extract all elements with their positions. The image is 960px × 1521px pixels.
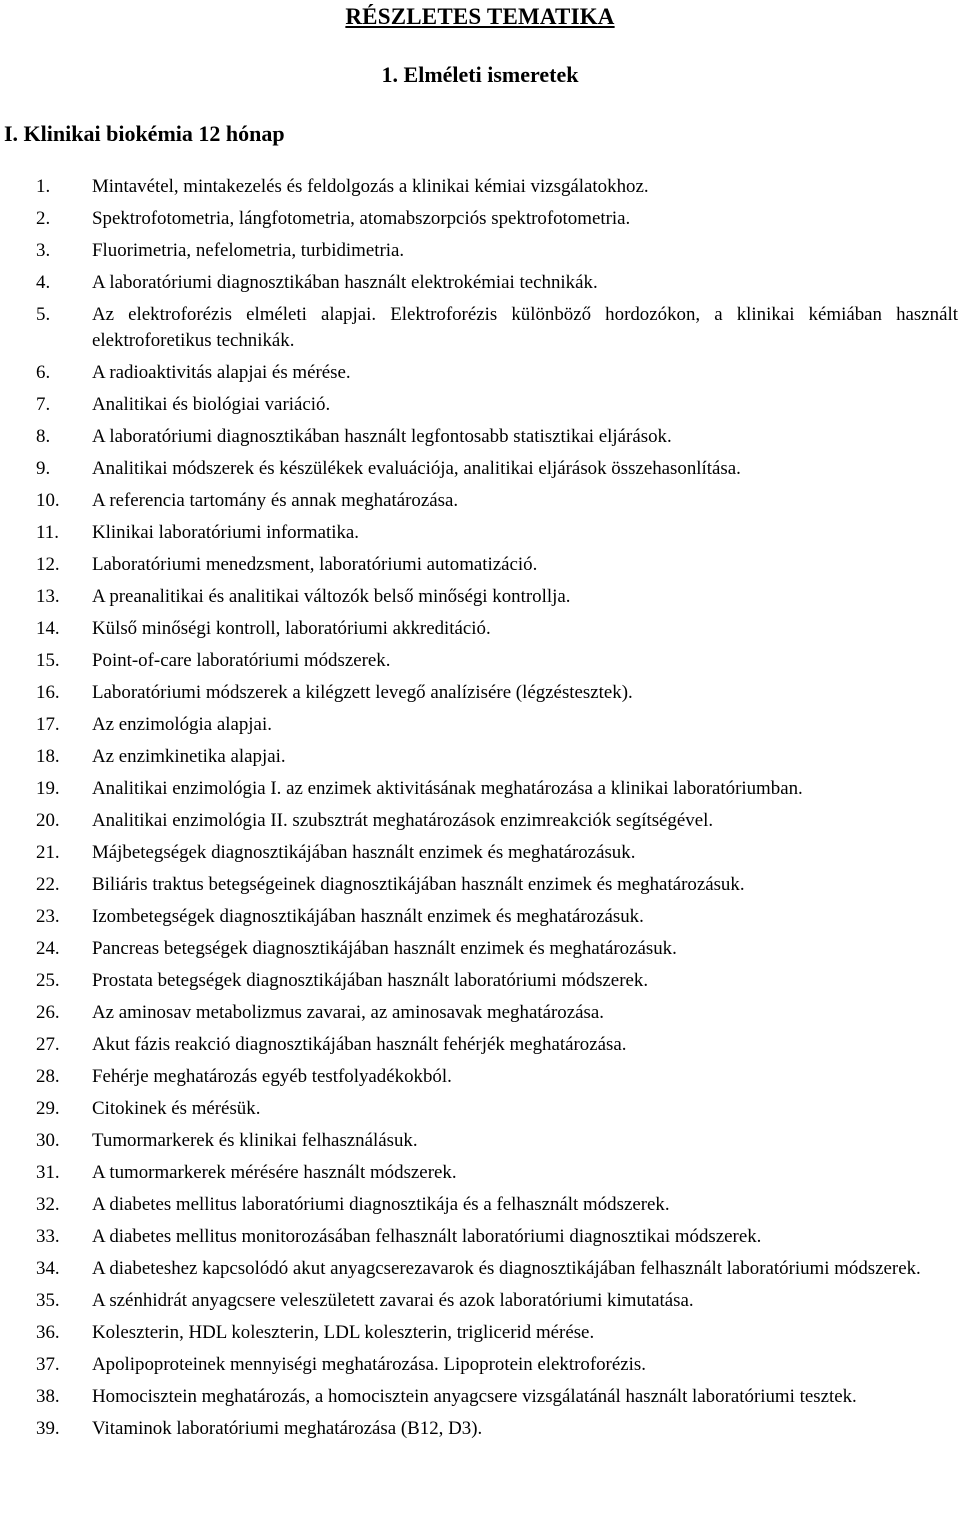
list-item: [0, 552, 960, 578]
list-item: [0, 520, 960, 546]
topic-list: [0, 174, 960, 1442]
list-item: [0, 712, 960, 738]
list-item: [0, 206, 960, 232]
list-item-text: Analitikai és biológiai variáció.: [92, 394, 331, 415]
list-item-text: Fehérje meghatározás egyéb testfolyadékokból.: [92, 1066, 452, 1087]
list-item-number: 18.: [36, 746, 60, 767]
page-subtitle: 1. Elméleti ismeretek: [381, 62, 579, 87]
list-item-text: Laboratóriumi módszerek a kilégzett levegő analízisére (légzéstesztek).: [92, 682, 633, 703]
list-item-number: 30.: [36, 1130, 60, 1151]
list-item-number: 38.: [36, 1386, 60, 1407]
page-title: [0, 4, 960, 30]
list-item-text: A szénhidrát anyagcsere veleszületett zavarai és azok laboratóriumi kimutatása.: [92, 1290, 694, 1311]
list-item-number: 20.: [36, 810, 60, 831]
list-item-text: Apolipoproteinek mennyiségi meghatározása. Lipoprotein elektroforézis.: [92, 1354, 646, 1375]
list-item-number: 1.: [36, 176, 51, 197]
list-item: [0, 392, 960, 418]
list-item-text: Point-of-care laboratóriumi módszerek.: [92, 650, 391, 671]
list-item: [0, 1384, 960, 1410]
list-item-number: 3.: [36, 240, 51, 261]
list-item-text: Májbetegségek diagnosztikájában használt enzimek és meghatározásuk.: [92, 842, 636, 863]
list-item: [0, 1320, 960, 1346]
list-item-text: Fluorimetria, nefelometria, turbidimetria.: [92, 240, 405, 261]
list-item-text: Az enzimológia alapjai.: [92, 714, 272, 735]
list-item-number: 35.: [36, 1290, 60, 1311]
list-item-number: 2.: [36, 208, 51, 229]
list-item: [0, 238, 960, 264]
list-item-number: 15.: [36, 650, 60, 671]
list-item-text: Biliáris traktus betegségeinek diagnosztikájában használt enzimek és meghatározásuk.: [92, 874, 745, 895]
list-item: [0, 1000, 960, 1026]
list-item-number: 23.: [36, 906, 60, 927]
list-item: [0, 1128, 960, 1154]
list-item-text: A laboratóriumi diagnosztikában használt legfontosabb statisztikai eljárások.: [92, 426, 672, 447]
list-item: [0, 680, 960, 706]
list-item: [0, 360, 960, 386]
list-item: [0, 968, 960, 994]
list-item-text: A diabeteshez kapcsolódó akut anyagcserezavarok és diagnosztikájában felhasznált laboratóriumi módszerek.: [92, 1258, 921, 1279]
list-item-number: 13.: [36, 586, 60, 607]
list-item-text: Az enzimkinetika alapjai.: [92, 746, 286, 767]
list-item: [0, 776, 960, 802]
list-item: [0, 1192, 960, 1218]
list-item-text: Pancreas betegségek diagnosztikájában használt enzimek és meghatározásuk.: [92, 938, 677, 959]
list-item-text: Analitikai enzimológia II. szubsztrát meghatározások enzimreakciók segítségével.: [92, 810, 714, 831]
list-item-text: A tumormarkerek mérésére használt módszerek.: [92, 1162, 457, 1183]
list-item-number: 11.: [36, 522, 59, 543]
list-item-number: 17.: [36, 714, 60, 735]
list-item-text: Koleszterin, HDL koleszterin, LDL koleszterin, triglicerid mérése.: [92, 1322, 595, 1343]
list-item-number: 6.: [36, 362, 51, 383]
list-item-text: Prostata betegségek diagnosztikájában használt laboratóriumi módszerek.: [92, 970, 649, 991]
list-item-text: Akut fázis reakció diagnosztikájában használt fehérjék meghatározása.: [92, 1034, 627, 1055]
list-item-number: 32.: [36, 1194, 60, 1215]
list-item: [0, 1064, 960, 1090]
list-item-text: Analitikai enzimológia I. az enzimek aktivitásának meghatározása a klinikai laboratóriumban.: [92, 778, 803, 799]
list-item: [0, 584, 960, 610]
list-item: [0, 456, 960, 482]
list-item-number: 27.: [36, 1034, 60, 1055]
list-item-number: 37.: [36, 1354, 60, 1375]
list-item: [0, 1352, 960, 1378]
list-item: [0, 488, 960, 514]
list-item-text: A preanalitikai és analitikai változók belső minőségi kontrollja.: [92, 586, 571, 607]
page-title-text: RÉSZLETES TEMATIKA: [345, 4, 615, 29]
list-item-text: Vitaminok laboratóriumi meghatározása (B12, D3).: [92, 1418, 483, 1439]
list-item: [0, 808, 960, 834]
list-item: [0, 1160, 960, 1186]
list-item: [0, 616, 960, 642]
list-item-text: Izombetegségek diagnosztikájában használt enzimek és meghatározásuk.: [92, 906, 644, 927]
list-item-text: A referencia tartomány és annak meghatározása.: [92, 490, 459, 511]
section-heading: I. Klinikai biokémia 12 hónap: [4, 121, 285, 146]
list-item: [0, 744, 960, 770]
list-item: [0, 840, 960, 866]
list-item: [0, 270, 960, 296]
list-item-number: 36.: [36, 1322, 60, 1343]
list-item-number: 22.: [36, 874, 60, 895]
list-item: [0, 1032, 960, 1058]
list-item-text: A laboratóriumi diagnosztikában használt elektrokémiai technikák.: [92, 272, 598, 293]
list-item-text: Analitikai módszerek és készülékek evaluációja, analitikai eljárások összehasonlítása.: [92, 458, 741, 479]
list-item-text: Mintavétel, mintakezelés és feldolgozás a klinikai kémiai vizsgálatokhoz.: [92, 176, 649, 197]
list-item-number: 8.: [36, 426, 51, 447]
list-item-number: 7.: [36, 394, 51, 415]
list-item-text: Spektrofotometria, lángfotometria, atomabszorpciós spektrofotometria.: [92, 208, 631, 229]
list-item-number: 31.: [36, 1162, 60, 1183]
list-item-number: 29.: [36, 1098, 60, 1119]
list-item: [0, 936, 960, 962]
list-item: [0, 1416, 960, 1442]
list-item-number: 34.: [36, 1258, 60, 1279]
list-item: [0, 648, 960, 674]
list-item-number: 25.: [36, 970, 60, 991]
list-item-number: 4.: [36, 272, 51, 293]
list-item-number: 28.: [36, 1066, 60, 1087]
list-item-number: 26.: [36, 1002, 60, 1023]
list-item-number: 10.: [36, 490, 60, 511]
list-item-number: 21.: [36, 842, 60, 863]
list-item-text: Tumormarkerek és klinikai felhasználásuk.: [92, 1130, 418, 1151]
list-item: [0, 1096, 960, 1122]
list-item-number: 5.: [36, 304, 51, 325]
list-item-text: Klinikai laboratóriumi informatika.: [92, 522, 360, 543]
list-item: [0, 302, 960, 354]
list-item-text: A diabetes mellitus laboratóriumi diagnosztikája és a felhasznált módszerek.: [92, 1194, 670, 1215]
list-item-text: Az elektroforézis elméleti alapjai. Elektroforézis különböző hordozókon, a klinikai kémiában használt elektroforetikus technikák.: [92, 304, 958, 351]
list-item-text: Az aminosav metabolizmus zavarai, az aminosavak meghatározása.: [92, 1002, 604, 1023]
list-item-number: 24.: [36, 938, 60, 959]
list-item: [0, 1224, 960, 1250]
list-item-number: 16.: [36, 682, 60, 703]
list-item: [0, 174, 960, 200]
list-item-number: 12.: [36, 554, 60, 575]
list-item: [0, 872, 960, 898]
list-item: [0, 424, 960, 450]
list-item-number: 9.: [36, 458, 51, 479]
list-item-number: 19.: [36, 778, 60, 799]
list-item: [0, 1256, 960, 1282]
list-item-text: A diabetes mellitus monitorozásában felhasznált laboratóriumi diagnosztikai módszerek.: [92, 1226, 762, 1247]
list-item-text: Külső minőségi kontroll, laboratóriumi akkreditáció.: [92, 618, 491, 639]
list-item: [0, 1288, 960, 1314]
list-item-text: Laboratóriumi menedzsment, laboratóriumi automatizáció.: [92, 554, 538, 575]
list-item-number: 33.: [36, 1226, 60, 1247]
list-item-number: 14.: [36, 618, 60, 639]
list-item: [0, 904, 960, 930]
list-item-text: A radioaktivitás alapjai és mérése.: [92, 362, 351, 383]
list-item-text: Citokinek és mérésük.: [92, 1098, 261, 1119]
list-item-number: 39.: [36, 1418, 60, 1439]
list-item-text: Homocisztein meghatározás, a homocisztein anyagcsere vizsgálatánál használt laboratóriumi tesztek.: [92, 1386, 857, 1407]
